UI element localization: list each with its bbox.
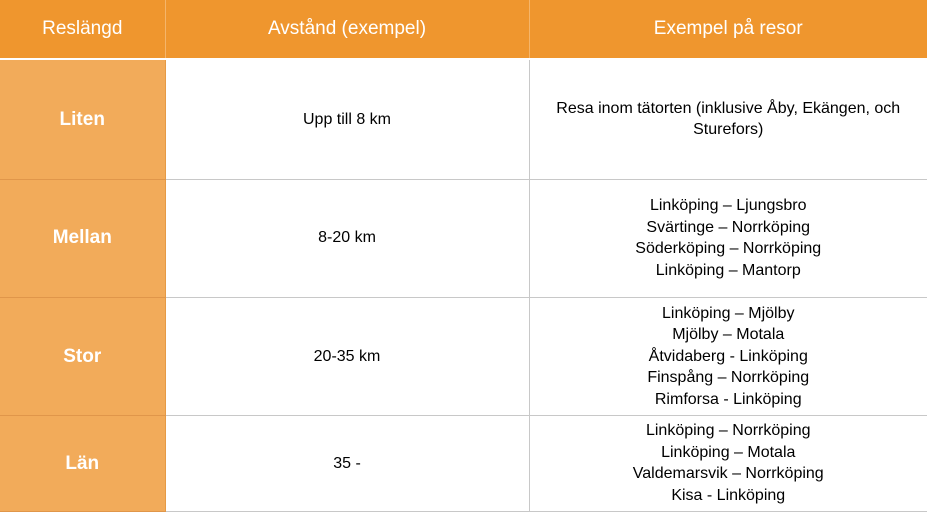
trip-example: Kisa - Linköping bbox=[671, 486, 786, 504]
header-distance: Avstånd (exempel) bbox=[165, 0, 529, 59]
trip-example: Linköping – Motala bbox=[661, 443, 796, 461]
table-row bbox=[0, 415, 927, 511]
table-row bbox=[0, 297, 927, 415]
table-row bbox=[0, 179, 927, 297]
trip-example: Finspång – Norrköping bbox=[647, 369, 810, 387]
header-trip-examples: Exempel på resor bbox=[529, 0, 927, 59]
trip-examples-cell bbox=[529, 415, 927, 511]
distance-cell: 35 - bbox=[165, 415, 529, 511]
trip-example: Mjölby – Motala bbox=[672, 326, 785, 344]
distance-cell: 8-20 km bbox=[165, 179, 529, 297]
table-row bbox=[0, 59, 927, 179]
travel-length-cell: Mellan bbox=[0, 179, 165, 297]
trip-example: Linköping – Ljungsbro bbox=[649, 197, 807, 215]
trip-example: Svärtinge – Norrköping bbox=[646, 218, 811, 236]
trip-example: Linköping – Mantorp bbox=[655, 261, 801, 279]
travel-length-cell: Stor bbox=[0, 297, 165, 415]
travel-length-cell: Län bbox=[0, 415, 165, 511]
header-travel-length: Reslängd bbox=[0, 0, 165, 59]
travel-length-cell: Liten bbox=[0, 59, 165, 179]
distance-cell: 20-35 km bbox=[165, 297, 529, 415]
trip-example: Linköping – Mjölby bbox=[661, 304, 795, 322]
trip-example: Linköping – Norrköping bbox=[645, 422, 811, 440]
trip-example: Åtvidaberg - Linköping bbox=[648, 347, 808, 365]
trip-examples-cell bbox=[529, 179, 927, 297]
trip-example: Rimforsa - Linköping bbox=[654, 390, 802, 408]
trip-example: Söderköping – Norrköping bbox=[635, 240, 822, 258]
distance-cell: Upp till 8 km bbox=[165, 59, 529, 179]
trip-example: Resa inom tätorten (inklusive Åby, Ekängen, och Sturefors) bbox=[556, 99, 901, 139]
trip-examples-cell bbox=[529, 59, 927, 179]
trip-example: Valdemarsvik – Norrköping bbox=[632, 465, 824, 483]
header-row bbox=[0, 0, 927, 59]
trip-examples-cell bbox=[529, 297, 927, 415]
